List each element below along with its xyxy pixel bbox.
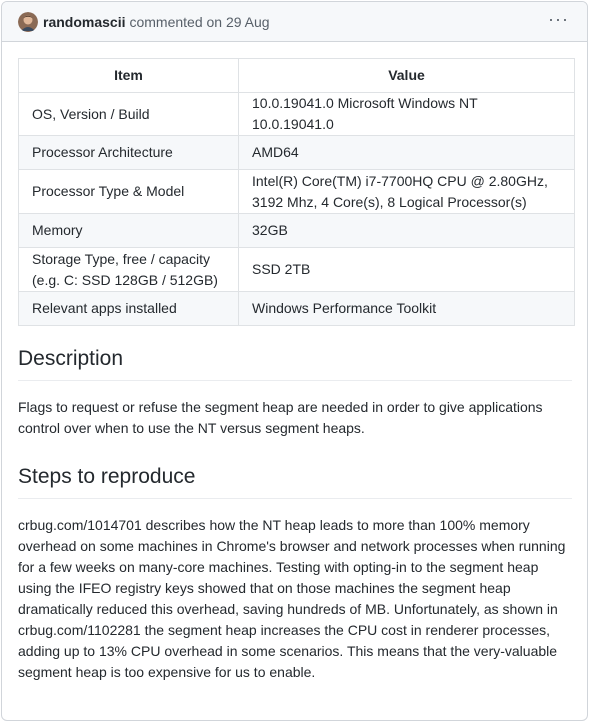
- table-cell-value: Intel(R) Core(TM) i7-7700HQ CPU @ 2.80GHz, 3192 Mhz, 4 Core(s), 8 Logical Processor(s): [239, 170, 575, 214]
- column-header-value: Value: [239, 59, 575, 93]
- comment-action[interactable]: commented on 29 Aug: [129, 13, 270, 30]
- table-cell-value: SSD 2TB: [239, 248, 575, 292]
- table-row: [19, 292, 575, 326]
- table-cell-value: AMD64: [239, 136, 575, 170]
- table-row: [19, 136, 575, 170]
- comment-body: [2, 42, 587, 683]
- steps-heading: Steps to reproduce: [18, 464, 572, 499]
- comment-author[interactable]: randomascii: [43, 13, 126, 30]
- description-text: Flags to request or refuse the segment heap are needed in order to give applications control over when to use the NT versus segment heaps.: [18, 399, 543, 436]
- table-row: [19, 170, 575, 214]
- table-cell-value: Windows Performance Toolkit: [239, 292, 575, 326]
- avatar[interactable]: [18, 12, 38, 32]
- table-cell-item: Processor Architecture: [19, 136, 239, 170]
- environment-table: [18, 58, 575, 326]
- table-cell-value: 10.0.19041.0 Microsoft Windows NT 10.0.19041.0: [239, 93, 575, 136]
- comment-header: [2, 2, 587, 42]
- table-cell-value: 32GB: [239, 214, 575, 248]
- table-row: [19, 93, 575, 136]
- table-cell-item: Processor Type & Model: [19, 170, 239, 214]
- steps-text: crbug.com/1014701 describes how the NT heap leads to more than 100% memory overhead on some machines in Chrome's browser and network processes when running for a few weeks on many-core machines. Testing with opting-in to the segment heap using the IFEO registry keys showed that on those machines the segment heap dramatically reduced this overhead, saving hundreds of MB. Unfortunately, as shown in crbug.com/1102281 the segment heap increases the CPU cost in renderer processes, adding up to 13% CPU overhead in some scenarios. This means that the very-valuable segment heap is too expensive for us to enable.: [18, 517, 566, 680]
- column-header-item: Item: [19, 59, 239, 93]
- table-row: [19, 214, 575, 248]
- table-row: [19, 248, 575, 292]
- table-header-row: [19, 59, 575, 93]
- issue-comment: [1, 1, 588, 721]
- table-cell-item: OS, Version / Build: [19, 93, 239, 136]
- table-cell-item: Relevant apps installed: [19, 292, 239, 326]
- table-cell-item: Storage Type, free / capacity (e.g. C: SSD 128GB / 512GB): [19, 248, 239, 292]
- table-cell-item: Memory: [19, 214, 239, 248]
- kebab-icon[interactable]: ···: [548, 8, 569, 29]
- description-heading: Description: [18, 346, 572, 381]
